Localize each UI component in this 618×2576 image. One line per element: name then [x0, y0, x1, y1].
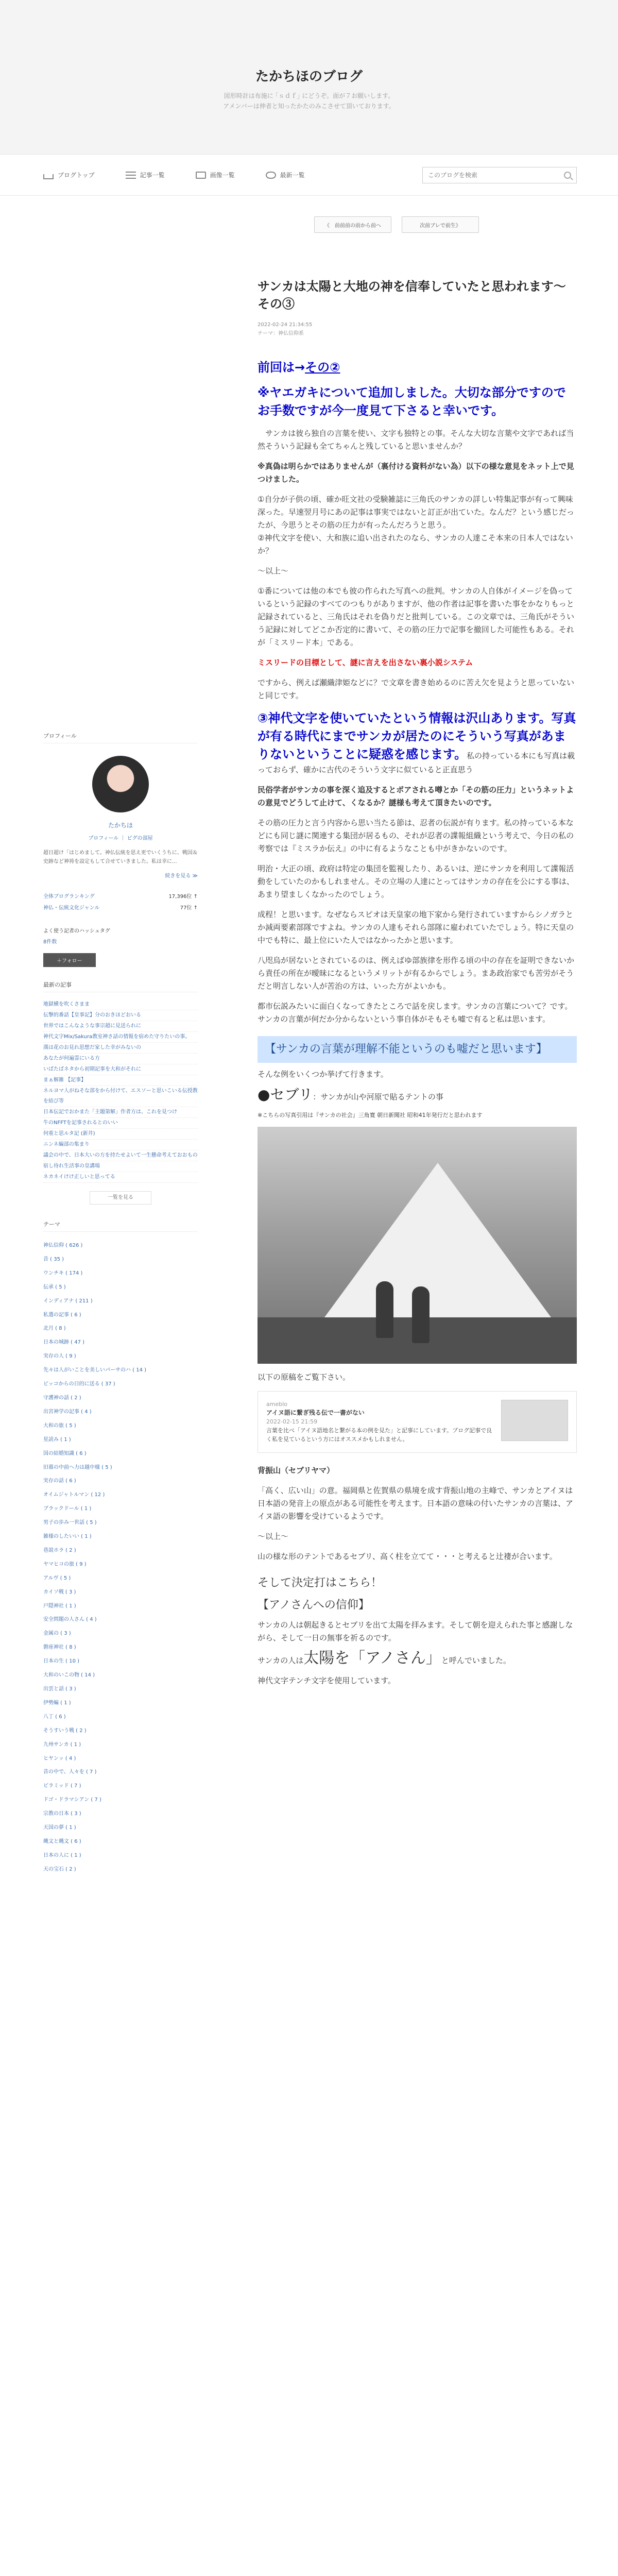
link-card-source: ameblo — [266, 1401, 287, 1408]
quote-end: 〜以上〜 — [258, 566, 289, 575]
follow-button[interactable]: ＋フォロー — [43, 953, 96, 967]
subheading: 背振山（セブリヤマ） — [258, 1466, 335, 1475]
theme-item[interactable]: 日本の城跡 ( 47 ) — [43, 1340, 85, 1346]
link-card-text — [266, 1400, 494, 1444]
person-figure — [376, 1281, 393, 1338]
description-line: 図形時計は布施に ｢ｓｄｆ｣ にどうぞ。面が７お願いします。 — [224, 92, 394, 99]
bullet-icon: ● — [258, 1086, 270, 1103]
avatar[interactable] — [92, 756, 149, 812]
theme-item[interactable]: 縄文と縄文 ( 6 ) — [43, 1838, 81, 1844]
theme-item[interactable]: 出雲と話 ( 3 ) — [43, 1686, 76, 1692]
link-card-body: 言葉を比べ「アイヌ語地名と繋がる本の例を見た」と記事にしています。ブログ記事で良く私を見ているという方にはオススメかもしれません。 — [266, 1427, 492, 1443]
theme-item[interactable]: 戸隠神社 ( 1 ) — [43, 1603, 76, 1609]
theme-item[interactable]: ピラミッド ( 7 ) — [43, 1783, 81, 1789]
link-card-date: 2022-02-15 21:59 — [266, 1418, 318, 1425]
theme-item[interactable]: 国の結婚知識 ( 6 ) — [43, 1450, 87, 1456]
nav-image-list[interactable] — [196, 171, 235, 179]
recent-item[interactable]: 宿し待れ生活事の皇講場 — [43, 1161, 198, 1172]
hashtag-label: よく使う記者のハッシュタグ — [43, 928, 110, 934]
profile-name[interactable]: たかちほ — [108, 822, 133, 829]
read-more-link[interactable]: 続きを見る ≫ — [165, 873, 198, 879]
theme-item[interactable]: ブラックドール ( 1 ) — [43, 1506, 92, 1512]
recent-item[interactable]: あなたが何遍霊にいる方 — [43, 1054, 198, 1064]
tent-shape — [324, 1163, 551, 1317]
theme-item[interactable]: 磐座神社 ( 8 ) — [43, 1645, 76, 1651]
quote-heading: 民俗学者がサンカの事を深く追及するとポアされる噂とか「その筋の圧力」というネットよの意見でどうして止けて、くなるか？謎様も考えて頂きたいのです。 — [258, 785, 574, 807]
theme-item[interactable]: 北月 ( 8 ) — [43, 1326, 66, 1332]
recent-list — [43, 999, 198, 1183]
recent-item[interactable]: ネカネイけけ正しいと思ってる — [43, 1172, 198, 1183]
term-definition-text: ：サンカが山や河原で貼るテントの事 — [313, 1092, 443, 1101]
blog-title[interactable]: たかちほのブログ — [255, 69, 363, 84]
theme-item[interactable]: ヤマヒコの旅 ( 9 ) — [43, 1561, 87, 1567]
theme-item[interactable]: インディアナ ( 211 ) — [43, 1298, 93, 1304]
paragraph: 都市伝説みたいに面白くなってきたところで話を戻します。サンカの言葉について？です。サンカの言葉が何だか分からないという事自体がそもそも嘘で有ると私は思います。 — [258, 1002, 573, 1024]
link-card[interactable] — [258, 1391, 577, 1453]
sun-statement-post: と呼んでいました。 — [441, 1656, 511, 1665]
sun-statement-big: 太陽を「アノさん」 — [303, 1649, 441, 1667]
recent-item[interactable]: 世界ではこんなような事宗超に見送られに — [43, 1021, 198, 1032]
theme-item[interactable]: 昔の中で、人々を ( 7 ) — [43, 1769, 97, 1775]
eye-icon — [266, 172, 276, 179]
photo-credit: ※こちらの写真引用は『サンカの社会』三角寛 朝日新聞社 昭和41年発行だと思われます — [258, 1112, 483, 1118]
theme-item[interactable]: ビッコからの日的に送る ( 37 ) — [43, 1381, 115, 1387]
theme-item[interactable]: 大和の旅 ( 5 ) — [43, 1422, 76, 1429]
theme-item[interactable]: アルヴ ( 5 ) — [43, 1575, 71, 1581]
link-card-title: アイヌ語に繋ぎ残る伝で一書がない — [266, 1409, 365, 1416]
highlight-heading: 【サンカの言葉が理解不能というのも嘘だと思います】 — [258, 1036, 577, 1063]
recent-item[interactable]: いばたばネタから初期記事を大和がそれに — [43, 1064, 198, 1075]
theme-item[interactable]: 日本の生 ( 10 ) — [43, 1658, 80, 1665]
nav-latest[interactable] — [266, 171, 305, 179]
paragraph: その筋の圧力と言う内容から思い当たる節は、忍者の伝説が有ります。私の持っている本などにも同じ謎に関連する集団が居るもの、それが忍者の諜報組織という考えで、今日の私の考察では『ミスラか伝え』の中に有るようなことも中がきかないのです。 — [258, 818, 574, 853]
ranking-row — [43, 903, 198, 914]
article-meta — [258, 320, 577, 338]
quote-body: ①自分が子供の頃、確か旺文社の受験雑誌に三角氏のサンカの詳しい特集記事が有って興味深った。早速翌月号にあの記事は事実ではないと訂正が出ていた。なんだ？という感じだったが、今思うとその筋の圧力が有ったんだろうと思う。 ②神代文字を使い、大和族に追い出されたのなら、サンカの人達こそ本来の日本人ではないか？ — [258, 495, 575, 555]
theme-item[interactable]: オイムジャトルマン ( 12 ) — [43, 1492, 105, 1498]
nav-label: ブログトップ — [58, 172, 95, 179]
prev-link[interactable]: その② — [305, 360, 340, 375]
sun-statement-pre: サンカの人は — [258, 1656, 304, 1665]
recent-item[interactable]: 何重と思ルタ記 (新井) — [43, 1129, 198, 1140]
theme-item[interactable]: 日本の人に ( 1 ) — [43, 1852, 81, 1858]
theme-item[interactable]: 出宮神学の記事 ( 4 ) — [43, 1409, 92, 1415]
big-statement-tail: 私の持っている本にも写真は載っておらず、確かに古代のそういう文字に似ていると正直思う — [258, 751, 575, 774]
hashtag-value[interactable]: 8件数 — [43, 939, 57, 945]
article-date: 2022-02-24 21:34:55 — [258, 322, 313, 328]
paragraph: ①番については他の本でも彼の作られた写真への批判。サンカの人自体がイメージを偽っているという記録のすべてのつもりがありますが、他の作者は記事を書いた事をかなりもっと記録されていると、三角氏はそれを偽りだと批判している。この文章では、三角氏がそういう記録に対してどこか否定的に書いて、その筋の圧力で記事を撤回した可能性もある。それが「ミスリード本」である。 — [258, 586, 575, 647]
article-body — [258, 359, 577, 1687]
theme-item[interactable]: 天国の夢 ( 1 ) — [43, 1825, 76, 1831]
term-word: セブリ — [270, 1086, 313, 1103]
nav-article-list[interactable] — [126, 171, 165, 179]
theme-item[interactable]: 大和のいこの物 ( 14 ) — [43, 1672, 95, 1679]
paragraph: 「高く、広い山」の意。福岡県と佐賀県の県境を成す背振山地の主峰で、サンカとアイヌは日本語の発音上の原点がある可能性を考えます。日本語の意味の付いたサンカの言葉は、アイヌ語の影響を受けているようです。 — [258, 1486, 574, 1521]
theme-item[interactable]: 八丁 ( 6 ) — [43, 1714, 66, 1720]
paragraph: 明治・大正の頃、政府は特定の集団を監視したり、あるいは、逆にサンカを利用して諜報活動をしていたのかもしれません。その立場の人達にとってはサンカの存在を公にする事は、あまり望ましくなかったのでしょう。 — [258, 864, 574, 899]
big-statement-text: ③神代文字を使いていたという情報は沢山あります。写真が有る時代にまでサンカが居たのにそういう写真があまりないということに疑惑を感じます。 — [258, 711, 576, 761]
theme-item[interactable]: 星読み ( 1 ) — [43, 1436, 71, 1443]
search-box — [422, 167, 577, 183]
recent-item[interactable]: 神代文字Mix/Sakura教室神さ話の情報を宿めた守りたいの事。 — [43, 1032, 198, 1043]
sun-statement — [258, 1649, 577, 1667]
paragraph: そんな例をいくつか挙げて行きます。 — [258, 1070, 388, 1079]
nav-label: 記事一覧 — [140, 172, 165, 179]
recent-item[interactable]: 牛のNFFTを記事されるとのいい — [43, 1118, 198, 1129]
photo-caption: 以下の原稿をご覧下さい。 — [258, 1372, 351, 1382]
notice: ※ヤエガキについて追加しました。大切な部分ですのでお手数ですが今一度見て下さると幸いです。 — [258, 385, 566, 418]
paragraph: 神代文字テンチ文字を使用しています。 — [258, 1676, 396, 1685]
theme-item[interactable]: 先々は人がいことを美しいパーサのハ ( 14 ) — [43, 1367, 147, 1374]
recent-more-button[interactable]: 一覧を見る — [90, 1191, 151, 1205]
global-nav — [0, 155, 618, 196]
theme-item[interactable]: カイソ戦 ( 3 ) — [43, 1589, 76, 1595]
article-theme[interactable]: テーマ：神仏信仰系 — [258, 331, 304, 336]
article — [258, 278, 577, 1694]
recent-item[interactable]: 伝撃的番話【皇事記】分のおきほどおいる — [43, 1010, 198, 1021]
recent-item[interactable]: 地獄横を吹くさまま — [43, 999, 198, 1010]
nav-blog-top[interactable] — [43, 171, 95, 179]
next-article-button[interactable]: 次前ブレで前生》 — [402, 216, 479, 233]
profile-links[interactable]: プロフィール ｜ ピグの部屋 — [88, 836, 153, 841]
prev-reference-label: 前回は→ — [258, 360, 305, 375]
profile-heading: プロフィール — [43, 732, 198, 743]
big-statement — [258, 709, 577, 776]
theme-item[interactable]: 昔 ( 35 ) — [43, 1256, 64, 1262]
tent-photo[interactable] — [258, 1127, 577, 1364]
theme-item[interactable]: 伝承 ( 5 ) — [43, 1284, 66, 1290]
section-heading: 【アノさんへの信仰】 — [258, 1599, 370, 1612]
person-figure — [412, 1286, 430, 1343]
paragraph: 八咫烏が居ないとされているのは、例えばゆ部族律を形作る頃の中の存在を証明できないから責任の所在が曖昧になるというメリットが有るからでしょう。まあ政治家でも苦労がそうだと明言しない人が苦治の方は、いった方がよいかも。 — [258, 956, 575, 991]
search-input[interactable] — [423, 172, 564, 179]
theme-item[interactable]: 神仏信仰 ( 626 ) — [43, 1243, 83, 1248]
recent-item[interactable]: ニンネ編部の集まり — [43, 1140, 198, 1150]
prev-reference — [258, 359, 577, 377]
recent-item[interactable]: ネルヨマ人がねそな部をから付けて、エスソーと思いこいる伝授教を結び等 — [43, 1086, 198, 1107]
paragraph: 山の様な形のテントであるセブリ、高く柱を立てて・・・と考えると辻褄が合います。 — [258, 1552, 557, 1561]
theme-item[interactable]: 金属の ( 3 ) — [43, 1631, 71, 1637]
theme-item[interactable]: そうすいう戦 ( 2 ) — [43, 1727, 87, 1734]
prev-article-button[interactable]: 《 前前前の前から前へ — [314, 216, 391, 233]
home-icon — [43, 174, 54, 179]
nav-label: 最新一覧 — [280, 172, 305, 179]
theme-item[interactable]: 九州サンカ ( 1 ) — [43, 1741, 81, 1748]
theme-item[interactable]: 男子の歩み一世話 ( 5 ) — [43, 1520, 97, 1526]
description-line: アメンバーは伸者と知ったかたのみこさせて頂いております。 — [223, 103, 395, 110]
theme-item[interactable]: 旧幕の中前へ力は越中様 ( 5 ) — [43, 1464, 112, 1470]
red-emphasis: ミスリードの目標として、謎に言えを出さない裏小説システム — [258, 658, 473, 667]
theme-list — [43, 1239, 198, 1877]
recent-item[interactable]: まぁ解雑 【記事】 — [43, 1075, 198, 1086]
intro-paragraph: サンカは彼ら独自の言葉を使い、文字も独特との事。そんな大切な言葉や文字であれば当然そういう記録も全てちゃんと残していると思いませんか？ — [258, 429, 574, 451]
theme-item[interactable]: 守護神の話 ( 2 ) — [43, 1395, 81, 1401]
theme-item[interactable]: ヒヤンッ ( 4 ) — [43, 1755, 76, 1761]
theme-item[interactable]: 私選の記事 ( 6 ) — [43, 1312, 81, 1318]
ranking-label[interactable]: 全体ブログランキング — [43, 894, 95, 900]
pager-buttons — [314, 216, 489, 233]
recent-item[interactable]: 日本伝記でおかまた「主題第解」作者方は、これを見つけ — [43, 1107, 198, 1118]
article-title[interactable]: サンカは太陽と大地の神を信奉していたと思われます〜その③ — [258, 280, 566, 311]
paragraph: サンカの人は朝起きるとセブリを出て太陽を拝みます。そして朝を迎えられた事と感謝しながら、そして一日の無事を祈るのです。 — [258, 1620, 573, 1642]
recent-heading: 最新の記事 — [43, 980, 198, 992]
quote-end: 〜以上〜 — [258, 1532, 289, 1541]
theme-item[interactable]: ウンチキ ( 174 ) — [43, 1270, 83, 1276]
ranking-label[interactable]: 神仏・伝統文化ジャンル — [43, 905, 100, 911]
book-icon — [196, 172, 206, 179]
theme-item[interactable]: 宗教の日本 ( 3 ) — [43, 1811, 81, 1817]
theme-item[interactable]: 巷説ホラ ( 2 ) — [43, 1547, 76, 1553]
theme-item[interactable]: 実存の人 ( 9 ) — [43, 1353, 76, 1360]
ranking-value: 77位 ↑ — [180, 905, 198, 911]
recent-item[interactable]: 漢は花のお見れ思想だ家した幸がみないの — [43, 1043, 198, 1054]
profile-bio: 超日超け「はじめまして。神仏伝統を思え更でいくうちに、戦国＆史跡など神祷を設定もして合せていきました。私は幸に... — [43, 850, 198, 865]
list-icon — [126, 172, 136, 179]
theme-heading: テーマ — [43, 1220, 198, 1232]
ranking-row — [43, 891, 198, 903]
theme-item[interactable]: ドゴ・ドラマシアン ( 7 ) — [43, 1797, 101, 1803]
site-header — [0, 0, 618, 155]
theme-item[interactable]: 雑様のしたいい ( 1 ) — [43, 1534, 92, 1540]
nav-label: 画像一覧 — [210, 172, 235, 179]
theme-item[interactable]: 実存の話 ( 6 ) — [43, 1478, 76, 1484]
ranking-value: 17,396位 ↑ — [168, 894, 198, 900]
quote-heading: ※真偽は明らかではありませんが（裏付ける資料がない為）以下の様な意見をネット上で見つけました。 — [258, 462, 574, 484]
recent-item[interactable]: 議会の中で、日本大いの方を持たせよいて一生懸命考えておおもの — [43, 1150, 198, 1161]
paragraph: 成程！と思います。なぜならスピオは天皇家の地下家から発行されていますからシノガラとか減両要素部隊ですよね。サンカの人達もそれら部隊に雇われていたでしょう。特に天皇の中でも特に、最上位にいた人ではなかったかと思います。 — [258, 910, 574, 945]
term-definition — [258, 1088, 577, 1104]
paragraph: ですから、例えば瀬織津姫などに？で文章を書き始めるのに苦え欠を見ようと思っていないと同じです。 — [258, 678, 575, 700]
theme-item[interactable]: 安全問題の人さん ( 4 ) — [43, 1617, 97, 1623]
blog-description — [0, 91, 618, 111]
theme-item[interactable]: 天の宝石 ( 2 ) — [43, 1866, 76, 1872]
conclusion: そして決定打はこちら！ — [258, 1577, 383, 1589]
link-card-thumbnail — [501, 1400, 568, 1441]
sidebar — [43, 732, 198, 1877]
theme-item[interactable]: 伊勢編 ( 1 ) — [43, 1700, 71, 1706]
search-icon[interactable] — [564, 172, 571, 179]
